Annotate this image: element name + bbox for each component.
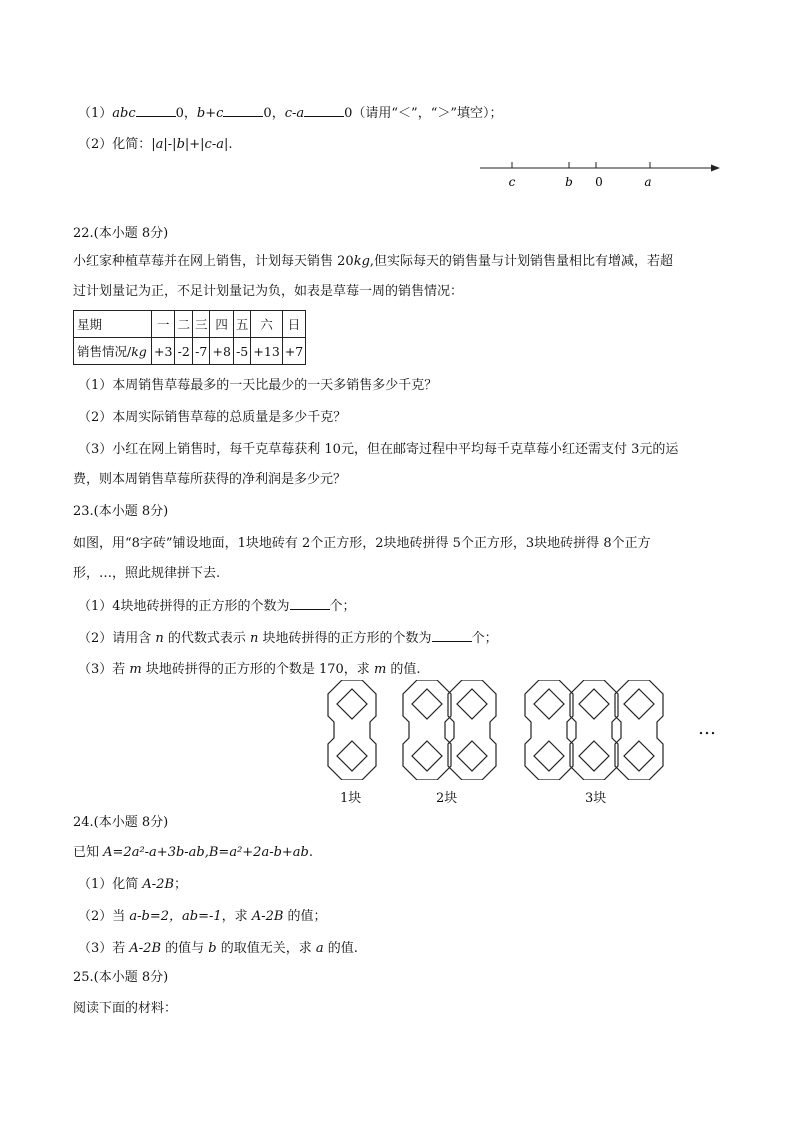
q24-given: 已知 A=2a²-a+3b-ab,B=a²+2a-b+ab. — [73, 845, 314, 860]
label-0: 0 — [595, 175, 603, 189]
table-header-cell: 销售情况/kg — [74, 338, 152, 365]
table-cell: -2 — [175, 338, 193, 365]
q24-heading: 24.(本小题 8分) — [73, 815, 169, 830]
tile-group-1 — [328, 680, 376, 780]
number-line-figure — [478, 156, 728, 192]
label-b: b — [565, 175, 573, 189]
table-cell: 日 — [282, 311, 305, 338]
q22-question-2: （2）本周实际销售草莓的总质量是多少千克？ — [78, 410, 347, 425]
q24-question-1: （1）化简 A-2B； — [78, 877, 188, 892]
table-cell: +13 — [251, 338, 282, 365]
q23-question-1: （1）4块地砖拼得的正方形的个数为 个； — [78, 599, 356, 614]
table-cell: +8 — [210, 338, 233, 365]
q24-question-3: （3）若 A-2B 的值与 b 的取值无关，求 a 的值. — [78, 941, 358, 956]
q23-intro-line2: 形，…，照此规律拼下去. — [73, 566, 221, 581]
q25-heading: 25.(本小题 8分) — [73, 970, 169, 985]
table-row-values — [74, 338, 306, 365]
answer-blank-2[interactable] — [223, 104, 263, 117]
table-cell: -7 — [192, 338, 210, 365]
table-cell: 六 — [251, 311, 282, 338]
answer-blank-1[interactable] — [136, 104, 176, 117]
tile-group-3 — [525, 680, 663, 780]
table-cell: 一 — [152, 311, 175, 338]
tile-pattern-figure — [322, 680, 692, 780]
table-cell: 三 — [192, 311, 210, 338]
q25-intro: 阅读下面的材料： — [73, 1001, 178, 1016]
ellipsis-mark: … — [698, 718, 717, 739]
table-cell: 四 — [210, 311, 233, 338]
q22-question-1: （1）本周销售草莓最多的一天比最少的一天多销售多少千克？ — [78, 378, 438, 393]
q23-heading: 23.(本小题 8分) — [73, 504, 169, 519]
q23-question-2: （2）请用含 n 的代数式表示 n 块地砖拼得的正方形的个数为 个； — [78, 631, 498, 646]
number-line-arrow — [711, 165, 720, 172]
table-cell: -5 — [233, 338, 251, 365]
q22-intro-line2: 过计划量记为正，不足计划量记为负，如表是草莓一周的销售情况： — [73, 284, 464, 299]
tile-label-3: 3块 — [585, 791, 607, 806]
table-row-days — [74, 311, 306, 338]
q22-intro-line1: 小红家种植草莓并在网上销售，计划每天销售 20kg,但实际每天的销售量与计划销售量相比有增减，若超 — [73, 254, 674, 269]
q23-intro-line1: 如图，用“8字砖”铺设地面，1块地砖有 2个正方形，2块地砖拼得 5个正方形，3块地砖拼得 8个正方 — [73, 536, 651, 551]
q22-heading: 22.(本小题 8分) — [73, 226, 169, 241]
answer-blank-4[interactable] — [290, 597, 330, 610]
table-cell: +7 — [282, 338, 305, 365]
table-cell: +3 — [152, 338, 175, 365]
table-cell: 五 — [233, 311, 251, 338]
q23-question-3: （3）若 m 块地砖拼得的正方形的个数是 170，求 m 的值. — [78, 662, 421, 677]
label-a: a — [644, 175, 652, 189]
table-cell: 二 — [175, 311, 193, 338]
q21-part2: （2）化简：|a|-|b|+|c-a|. — [78, 137, 233, 152]
answer-blank-3[interactable] — [304, 104, 344, 117]
answer-blank-5[interactable] — [432, 629, 472, 642]
label-c: c — [508, 175, 516, 189]
tile-group-2 — [403, 680, 496, 780]
q22-question-3-line2: 费，则本周销售草莓所获得的净利润是多少元？ — [73, 472, 347, 487]
q21-part1: （1）abc 0，b+c 0，c-a 0（请用“＜”，“＞”填空）； — [78, 106, 503, 121]
tile-label-2: 2块 — [436, 791, 458, 806]
table-header-cell: 星期 — [74, 311, 152, 338]
q24-question-2: （2）当 a-b=2，ab=-1，求 A-2B 的值； — [78, 909, 327, 924]
tile-label-1: 1块 — [340, 791, 362, 806]
q22-question-3-line1: （3）小红在网上销售时，每千克草莓获利 10元，但在邮寄过程中平均每千克草莓小红还需支付 3元的运 — [78, 442, 679, 457]
sales-table — [73, 310, 306, 365]
